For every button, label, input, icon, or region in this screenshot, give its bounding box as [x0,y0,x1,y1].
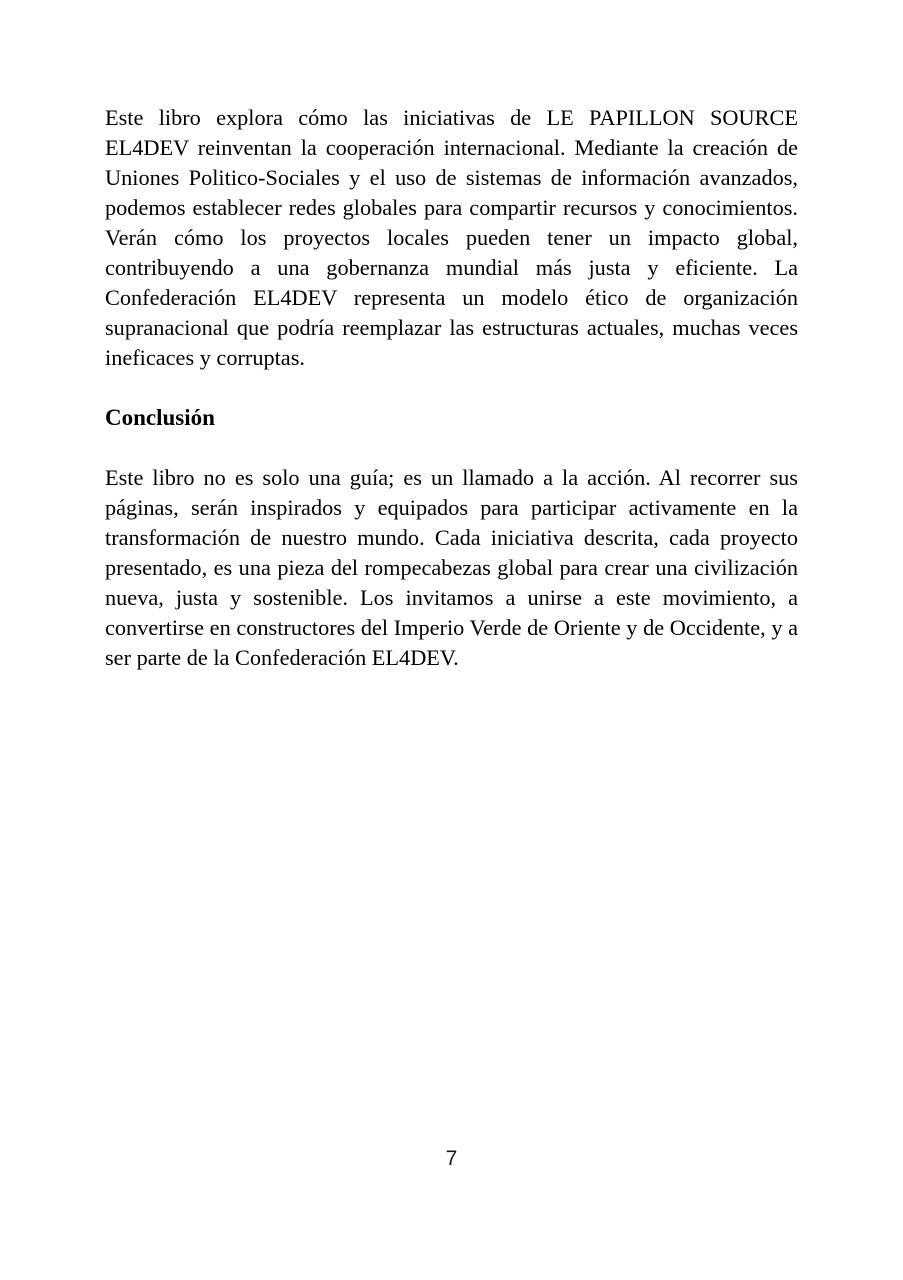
text-column [105,103,798,673]
page-number: 7 [445,1147,458,1170]
conclusion-heading: Conclusión [105,405,215,430]
intro-paragraph: Este libro explora cómo las iniciativas de LE PAPILLON SOURCE EL4DEV reinventan la cooperación internacional. Mediante la creación de Uniones Politico-Sociales y el uso de sistemas de información avanzados, podemos establecer redes globales para compartir recursos y conocimientos. Verán cómo los proyectos locales pueden tener un impacto global, contribuyendo a una gobernanza mundial más justa y eficiente. La Confederación EL4DEV representa un modelo ético de organización supranacional que podría reemplazar las estructuras actuales, muchas veces ineficaces y corruptas. [105,105,798,370]
conclusion-paragraph: Este libro no es solo una guía; es un llamado a la acción. Al recorrer sus páginas, serán inspirados y equipados para participar activamente en la transformación de nuestro mundo. Cada iniciativa descrita, cada proyecto presentado, es una pieza del rompecabezas global para crear una civilización nueva, justa y sostenible. Los invitamos a unirse a este movimiento, a convertirse en constructores del Imperio Verde de Oriente y de Occidente, y a ser parte de la Confederación EL4DEV. [105,465,798,670]
